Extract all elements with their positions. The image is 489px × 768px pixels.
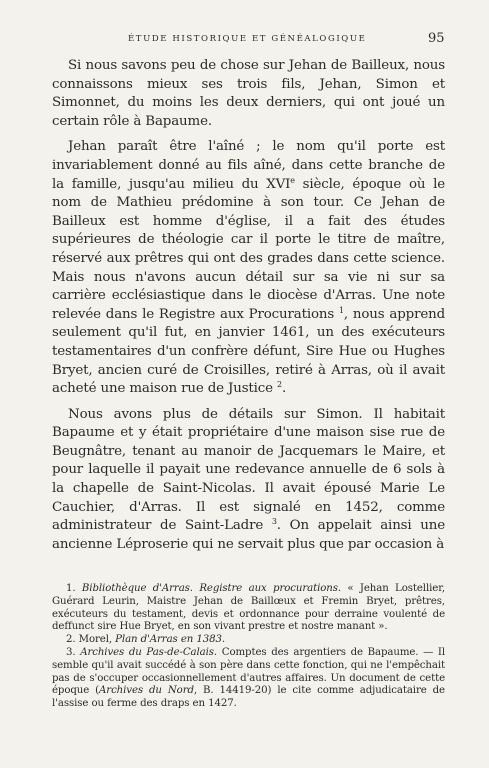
text-run: . On appelait ainsi une ancienne Léproserie qui ne servait plus que par occasion à bbox=[52, 518, 445, 552]
body-text bbox=[52, 57, 445, 561]
footnote bbox=[52, 583, 445, 634]
paragraph bbox=[52, 138, 445, 398]
italic-text: Archives du Pas-de-Calais. bbox=[80, 646, 218, 658]
italic-text: Plan d'Arras en 1383. bbox=[115, 634, 226, 646]
italic-text: Archives du Nord bbox=[99, 685, 194, 697]
text-run: 3. bbox=[66, 646, 81, 658]
paragraph bbox=[52, 57, 445, 131]
paragraph bbox=[52, 406, 445, 555]
text-run: 2. Morel, bbox=[66, 634, 116, 646]
text-run: Nous avons plus de détails sur Simon. Il habitait Bapaume et y était propriétaire d'une maison sise rue de Beugnâtre, tenant au manoir de Jacquemars le Maire, et pour laquelle il payait une redevance annuelle de 6 sols à la chapelle de Saint-Nicolas. Il avait épousé Marie Le Cauchier, d'Arras. Il est signalé en 1452, comme administrateur de Saint-Ladre bbox=[52, 406, 445, 534]
text-run: 1. bbox=[66, 583, 82, 594]
text-run: « Jehan Lostellier, Guérard Leurin, Maistre Jehan de Baillœux et Fremin Bryet, prêtres, exécuteurs du testament, devis et ordonnance pour derraine voulenté de deffunct sire Hue Bryet, en son vivant prestre et nostre manant ». bbox=[52, 583, 445, 633]
footnote-marker: e bbox=[290, 175, 295, 185]
italic-text: Bibliothèque d'Arras. Registre aux procurations. bbox=[81, 583, 341, 594]
footnote-marker: 2 bbox=[277, 380, 282, 390]
text-run: Comptes des argentiers de Bapaume. — Il semble qu'il avait succédé à son père dans cette fonction, qui ne l'empêchait pas de s'occuper occasionnellement d'autres affaires. Un document de cette époque ( bbox=[52, 646, 445, 697]
text-run: , B. 14419-20) le cite comme adjudicataire de l'assise ou ferme des draps en 1427. bbox=[52, 685, 445, 710]
footnote bbox=[52, 647, 445, 711]
page-number: 95 bbox=[428, 31, 445, 46]
text-run: , nous apprend seulement qu'il fut, en janvier 1461, un des exécuteurs testamentaires d'un confrère défunt, Sire Hue ou Hughes Bryet, ancien curé de Croisilles, retiré à Arras, où il avait acheté une maison rue de Justice bbox=[52, 306, 445, 397]
footnote bbox=[52, 634, 445, 647]
text-run: Jehan paraît être l'aîné ; le nom qu'il porte est invariablement donné au fils aîné, dans cette branche de la famille, jusqu'au milieu du XVI bbox=[52, 139, 445, 192]
text-run: siècle, époque où le nom de Mathieu prédomine à son tour. Ce Jehan de Bailleux est homme d'église, il a fait des études supérieures de théologie car il porte le titre de maître, réservé aux prêtres qui ont des grades dans cette science. Mais nous n'avons aucun détail sur sa vie ni sur sa carrière ecclésiastique dans le diocèse d'Arras. Une note relevée dans le Registre aux Procurations bbox=[52, 176, 445, 322]
text-run: Si nous savons peu de chose sur Jehan de Bailleux, nous connaissons mieux ses trois fils, Jehan, Simon et Simonnet, du moins les deux derniers, qui ont joué un certain rôle à Bapaume. bbox=[52, 58, 445, 129]
running-head: ÉTUDE HISTORIQUE ET GÉNÉALOGIQUE bbox=[128, 34, 367, 44]
footnote-marker: 1 bbox=[338, 305, 344, 315]
footnote-marker: 3 bbox=[271, 517, 277, 527]
text-run: . bbox=[281, 381, 287, 397]
footnotes bbox=[52, 583, 445, 711]
